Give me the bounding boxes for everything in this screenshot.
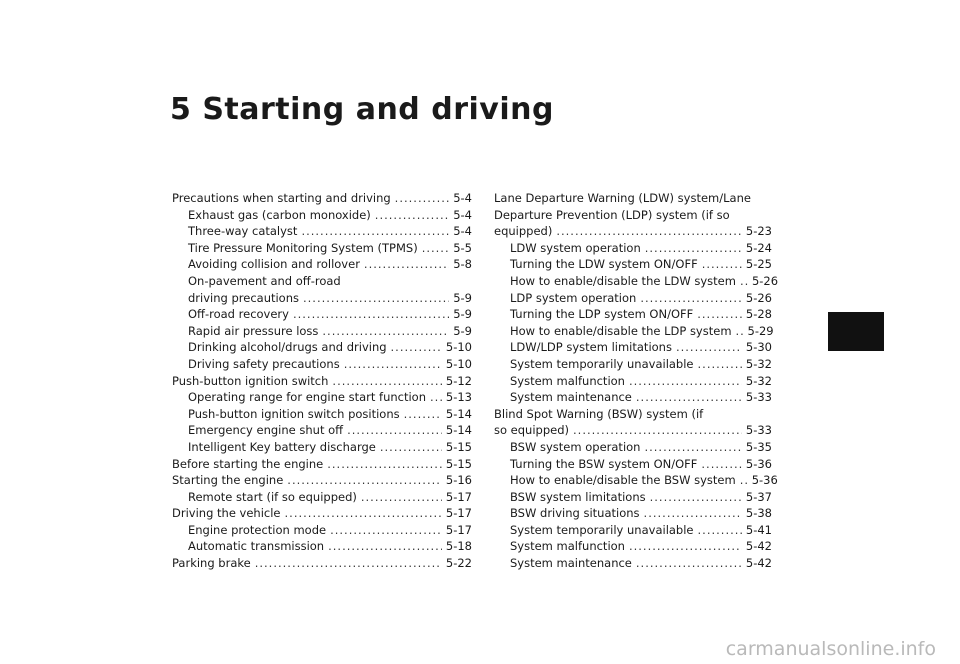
toc-entry[interactable] (494, 190, 772, 240)
toc-entry-title: Three-way catalyst (188, 224, 298, 239)
toc-entry[interactable] (172, 240, 472, 257)
toc-entry-title: System temporarily unavailable (510, 522, 694, 537)
toc-entry-title: Automatic transmission (188, 539, 325, 554)
toc-entry-title: Emergency engine shut off (188, 423, 344, 438)
toc-entry-title: BSW driving situations (510, 506, 640, 521)
toc-entry-page: 5-41 (745, 522, 772, 537)
toc-entry[interactable] (172, 555, 472, 572)
toc-entry[interactable] (172, 273, 472, 306)
toc-entry-title: System maintenance (510, 390, 632, 405)
dot-leader (430, 389, 442, 406)
toc-entry-page: 5-33 (745, 423, 772, 438)
dot-leader (293, 306, 449, 323)
toc-entry[interactable] (172, 223, 472, 240)
toc-entry-page: 5-17 (445, 522, 472, 537)
toc-entry-page: 5-28 (745, 307, 772, 322)
toc-entry[interactable] (494, 290, 772, 307)
dot-leader (736, 323, 744, 340)
dot-leader (650, 489, 742, 506)
toc-entry-title: equipped) (494, 224, 553, 239)
toc-entry-page: 5-32 (745, 373, 772, 388)
dot-leader (698, 522, 742, 539)
toc-entry-title: Starting the engine (172, 473, 284, 488)
toc-entry[interactable] (172, 456, 472, 473)
toc-entry-title-line: On-pavement and off-road (188, 273, 341, 288)
toc-entry-page: 5-16 (445, 473, 472, 488)
toc-entry[interactable] (494, 356, 772, 373)
toc-entry[interactable] (494, 505, 772, 522)
toc-entry[interactable] (172, 422, 472, 439)
toc-entry-page: 5-12 (445, 373, 472, 388)
toc-entry-page: 5-4 (453, 224, 472, 239)
toc-entry-title: Turning the LDW system ON/OFF (510, 257, 698, 272)
toc-entry-page: 5-33 (745, 390, 772, 405)
toc-entry-title: Drinking alcohol/drugs and driving (188, 340, 387, 355)
toc-entry-title: System malfunction (510, 539, 625, 554)
toc-entry-title: Driving the vehicle (172, 506, 281, 521)
toc-entry[interactable] (494, 323, 772, 340)
dot-leader (332, 373, 441, 390)
toc-entry-title: Turning the LDP system ON/OFF (510, 307, 694, 322)
dot-leader (330, 522, 442, 539)
dot-leader (702, 256, 742, 273)
toc-entry[interactable] (172, 207, 472, 224)
dot-leader (347, 422, 442, 439)
toc-entry-title: LDW/LDP system limitations (510, 340, 672, 355)
dot-leader (644, 439, 741, 456)
toc-entry[interactable] (172, 489, 472, 506)
toc-entry-title: Remote start (if so equipped) (188, 489, 357, 504)
toc-entry[interactable] (172, 356, 472, 373)
toc-entry-title: Push-button ignition switch (172, 373, 329, 388)
dot-leader (640, 290, 742, 307)
toc-entry-page: 5-24 (745, 240, 772, 255)
toc-right-column (494, 190, 779, 572)
dot-leader (364, 256, 449, 273)
toc-entry-title: LDP system operation (510, 290, 637, 305)
toc-entry-title: Off-road recovery (188, 307, 289, 322)
toc-entry-title: Turning the BSW system ON/OFF (510, 456, 698, 471)
dot-leader (701, 456, 741, 473)
dot-leader (740, 273, 748, 290)
toc-entry-title: System temporarily unavailable (510, 356, 694, 371)
dot-leader (328, 538, 442, 555)
chapter-tab (828, 312, 884, 351)
toc-entry-page: 5-10 (445, 340, 472, 355)
toc-entry-page: 5-29 (747, 323, 774, 338)
toc-entry-title: Before starting the engine (172, 456, 324, 471)
toc-entry-title: Rapid air pressure loss (188, 323, 319, 338)
watermark: carmanualsonline.info (725, 638, 936, 660)
toc-entry-page: 5-8 (453, 257, 472, 272)
dot-leader (322, 323, 449, 340)
toc-entry-title: BSW system operation (510, 439, 641, 454)
toc-entry[interactable] (494, 522, 772, 539)
dot-leader (636, 389, 742, 406)
toc-entry-title: Engine protection mode (188, 522, 327, 537)
toc-entry-page: 5-25 (745, 257, 772, 272)
toc-entry-title: BSW system limitations (510, 489, 646, 504)
dot-leader (644, 505, 742, 522)
toc-entry-title: How to enable/disable the LDW system (510, 273, 736, 288)
toc-entry[interactable] (172, 505, 472, 522)
toc-entry-page: 5-22 (445, 556, 472, 571)
dot-leader (740, 472, 748, 489)
dot-leader (676, 339, 742, 356)
toc-entry-page: 5-17 (445, 489, 472, 504)
toc-entry[interactable] (494, 273, 779, 290)
toc-entry[interactable] (172, 389, 472, 406)
toc-entry-title: How to enable/disable the LDP system (510, 323, 732, 338)
toc-entry[interactable] (172, 256, 472, 273)
toc-entry-title: How to enable/disable the BSW system (510, 473, 736, 488)
toc-entry[interactable] (172, 522, 472, 539)
toc-entry-page: 5-42 (745, 539, 772, 554)
toc-entry-page: 5-18 (445, 539, 472, 554)
dot-leader (573, 422, 742, 439)
toc-entry[interactable] (172, 306, 472, 323)
toc-entry[interactable] (172, 339, 472, 356)
toc-entry-page: 5-32 (745, 356, 772, 371)
toc-entry-page: 5-38 (745, 506, 772, 521)
toc-entry-page: 5-5 (453, 240, 472, 255)
toc-entry[interactable] (494, 406, 772, 439)
toc-entry[interactable] (172, 472, 472, 489)
toc-entry[interactable] (494, 456, 772, 473)
toc-entry-page: 5-4 (453, 207, 472, 222)
toc-entry-title: Intelligent Key battery discharge (188, 439, 376, 454)
toc-entry-page: 5-26 (745, 290, 772, 305)
dot-leader (645, 240, 742, 257)
dot-leader (556, 223, 742, 240)
toc-entry-page: 5-17 (445, 506, 472, 521)
toc-entry-title: Push-button ignition switch positions (188, 406, 400, 421)
toc-entry[interactable] (494, 339, 772, 356)
toc-entry-title: System malfunction (510, 373, 625, 388)
toc-entry-title-line: Blind Spot Warning (BSW) system (if (494, 406, 704, 421)
toc-entry-page: 5-14 (445, 423, 472, 438)
toc-entry-title: Avoiding collision and rollover (188, 257, 360, 272)
toc-entry[interactable] (494, 256, 772, 273)
toc-entry-title: Operating range for engine start function (188, 390, 427, 405)
toc-entry-title: so equipped) (494, 423, 570, 438)
toc-entry-page: 5-9 (453, 323, 472, 338)
dot-leader (255, 555, 442, 572)
toc-entry-page: 5-30 (745, 340, 772, 355)
toc-entry-title: Parking brake (172, 556, 251, 571)
toc-entry-page: 5-36 (751, 473, 778, 488)
toc-entry-page: 5-15 (445, 439, 472, 454)
dot-leader (629, 538, 742, 555)
toc-entry[interactable] (494, 240, 772, 257)
dot-leader (404, 406, 442, 423)
toc-entry-title-line: Departure Prevention (LDP) system (if so (494, 207, 730, 222)
toc-entry-title: driving precautions (188, 290, 299, 305)
toc-entry[interactable] (172, 538, 472, 555)
toc-entry[interactable] (494, 306, 772, 323)
dot-leader (698, 356, 742, 373)
dot-leader (301, 223, 449, 240)
toc-entry-title-line: Lane Departure Warning (LDW) system/Lane (494, 191, 751, 205)
toc-entry-page: 5-9 (453, 307, 472, 322)
dot-leader (361, 489, 442, 506)
toc-entry[interactable] (494, 389, 772, 406)
toc-entry-page: 5-37 (745, 489, 772, 504)
toc-entry-page: 5-9 (453, 290, 472, 305)
toc-entry-page: 5-35 (745, 439, 772, 454)
dot-leader (395, 190, 450, 207)
dot-leader (636, 555, 742, 572)
toc-entry-title: Tire Pressure Monitoring System (TPMS) (188, 240, 418, 255)
dot-leader (344, 356, 442, 373)
toc-entry[interactable] (494, 439, 772, 456)
toc-entry-title: LDW system operation (510, 240, 641, 255)
toc-entry-page: 5-42 (745, 556, 772, 571)
toc-entry-title: Exhaust gas (carbon monoxide) (188, 207, 371, 222)
toc-entry[interactable] (494, 555, 772, 572)
toc-entry-title: Driving safety precautions (188, 356, 340, 371)
dot-leader (391, 339, 442, 356)
toc-entry[interactable] (172, 190, 472, 207)
dot-leader (375, 207, 449, 224)
toc-entry-title: System maintenance (510, 556, 632, 571)
toc-entry-page: 5-23 (745, 224, 772, 239)
toc-entry-page: 5-15 (445, 456, 472, 471)
dot-leader (287, 472, 442, 489)
toc-entry-page: 5-26 (751, 273, 779, 288)
dot-leader (285, 505, 442, 522)
toc-entry[interactable] (172, 406, 472, 423)
dot-leader (303, 290, 449, 307)
toc-entry-page: 5-14 (445, 406, 472, 421)
toc-entry-title: Precautions when starting and driving (172, 191, 391, 205)
dot-leader (697, 306, 742, 323)
toc-entry[interactable] (494, 472, 778, 489)
toc-left-column (172, 190, 472, 572)
toc-entry[interactable] (172, 439, 472, 456)
toc-entry-page: 5-13 (445, 390, 472, 405)
toc-entry-page: 5-36 (745, 456, 772, 471)
toc-entry-page: 5-4 (453, 191, 472, 205)
chapter-title: 5 Starting and driving (170, 92, 554, 127)
toc-entry[interactable] (172, 373, 472, 390)
dot-leader (629, 373, 742, 390)
toc-entry-page: 5-10 (445, 356, 472, 371)
dot-leader (327, 456, 442, 473)
toc-entry[interactable] (494, 373, 772, 390)
toc-entry[interactable] (172, 323, 472, 340)
toc-entry[interactable] (494, 538, 772, 555)
dot-leader (422, 240, 450, 257)
dot-leader (380, 439, 442, 456)
toc-entry[interactable] (494, 489, 772, 506)
